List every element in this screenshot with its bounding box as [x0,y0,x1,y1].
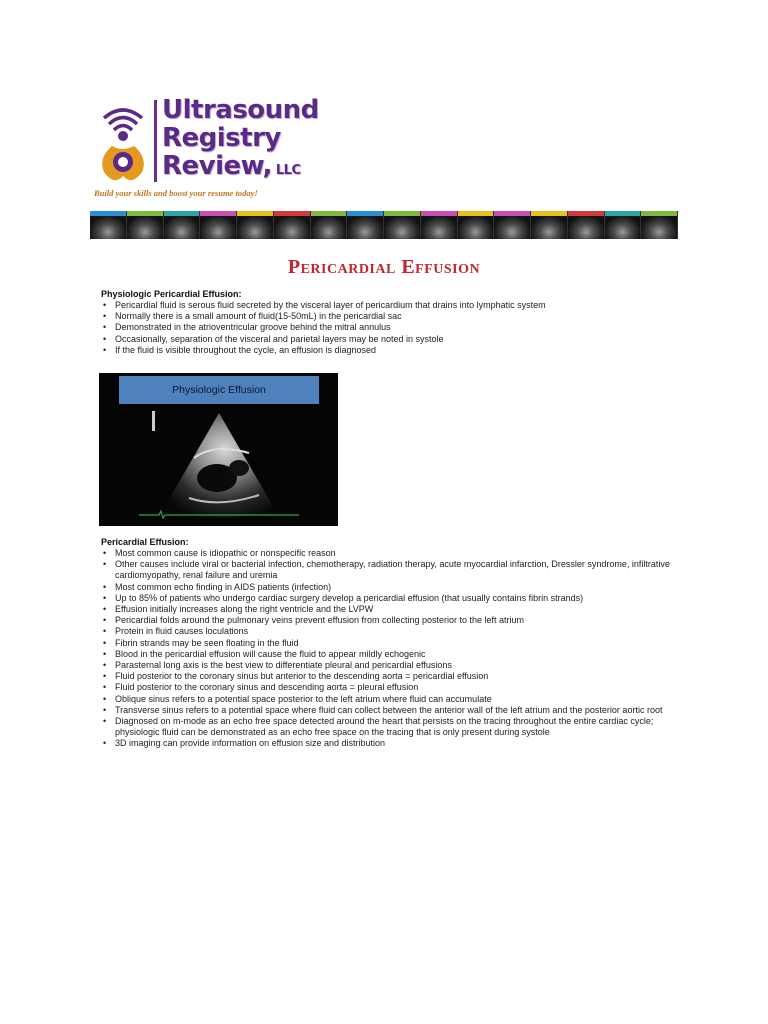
strip-thumbnail [347,211,384,239]
strip-thumbnail [311,211,348,239]
bullet-item: • 3D imaging can provide information on effusion size and distribution [102,738,692,749]
strip-thumbnail [127,211,164,239]
bullet-item: • Up to 85% of patients who undergo cardiac surgery develop a pericardial effusion (that usually contains fibrin strands) [102,593,692,604]
bullet-item: • Blood in the pericardial effusion will cause the fluid to appear mildly echogenic [102,649,692,660]
pericardial-bullet-list [102,548,692,750]
company-logo [94,96,354,188]
bullet-item: • Fibrin strands may be seen floating in the fluid [102,638,692,649]
ultrasound-logo-icon [94,96,152,188]
strip-thumbnail [384,211,421,239]
logo-line-3 [162,152,319,185]
bullet-item: • Parasternal long axis is the best view to differentiate pleural and pericardial effusions [102,660,692,671]
page-title: Pericardial Effusion [287,256,481,278]
physiologic-bullet-list [102,300,692,356]
strip-thumbnail [458,211,495,239]
bullet-item: • Demonstrated in the atrioventricular groove behind the mitral annulus [102,322,692,333]
strip-thumbnail [568,211,605,239]
logo-llc: LLC [275,163,301,178]
logo-line-1: Ultrasound [162,95,319,125]
strip-thumbnail [641,211,678,239]
strip-thumbnail [421,211,458,239]
logo-wordmark [162,96,319,185]
strip-thumbnail [164,211,201,239]
bullet-item: • Oblique sinus refers to a potential space posterior to the left atrium where fluid can accumulate [102,694,692,705]
bullet-item: • Fluid posterior to the coronary sinus but anterior to the descending aorta = pericardial effusion [102,671,692,682]
bullet-item: • Pericardial folds around the pulmonary veins prevent effusion from collecting posterior to the left atrium [102,615,692,626]
strip-thumbnail [605,211,642,239]
bullet-item: • Protein in fluid causes loculations [102,626,692,637]
bullet-item: • Transverse sinus refers to a potential space where fluid can collect between the anterior wall of the left atrium and the posterior aortic root [102,705,692,716]
bullet-item: • Most common echo finding in AIDS patients (infection) [102,582,692,593]
bullet-item: • Fluid posterior to the coronary sinus and descending aorta = pleural effusion [102,682,692,693]
section-heading-pericardial: Pericardial Effusion: [101,537,189,547]
strip-thumbnail [494,211,531,239]
logo-line-3-text: Review, [162,151,272,181]
bullet-item: • Other causes include viral or bacterial infection, chemotherapy, radiation therapy, acute myocardial infarction, Dressler syndrome, infiltrative cardiomyopathy, renal failure and uremia [102,559,692,581]
echo-scan-graphic [99,373,338,526]
strip-thumbnail [200,211,237,239]
echo-image-label: Physiologic Effusion [119,376,319,404]
bullet-item: • Occasionally, separation of the visceral and parietal layers may be noted in systole [102,334,692,345]
strip-thumbnail [274,211,311,239]
section-heading-physiologic: Physiologic Pericardial Effusion: [101,289,242,299]
bullet-item: • Normally there is a small amount of fluid(15-50mL) in the pericardial sac [102,311,692,322]
strip-thumbnail [237,211,274,239]
bullet-item: • Most common cause is idiopathic or nonspecific reason [102,548,692,559]
bullet-item: • Effusion initially increases along the right ventricle and the LVPW [102,604,692,615]
bullet-item: • Pericardial fluid is serous fluid secreted by the visceral layer of pericardium that drains into lymphatic system [102,300,692,311]
strip-thumbnail [90,211,127,239]
logo-divider [154,100,157,182]
tagline: Build your skills and boost your resume today! [94,188,258,198]
echo-image [99,373,338,526]
strip-thumbnail [531,211,568,239]
bullet-item: • If the fluid is visible throughout the cycle, an effusion is diagnosed [102,345,692,356]
logo-line-2: Registry [162,123,281,153]
ultrasound-image-strip [90,211,678,239]
bullet-item: • Diagnosed on m-mode as an echo free space detected around the heart that persists on the tracing throughout the entire cardiac cycle; physiologic fluid can be demonstrated as an echo free space on the tracing that is only present during systole [102,716,692,738]
